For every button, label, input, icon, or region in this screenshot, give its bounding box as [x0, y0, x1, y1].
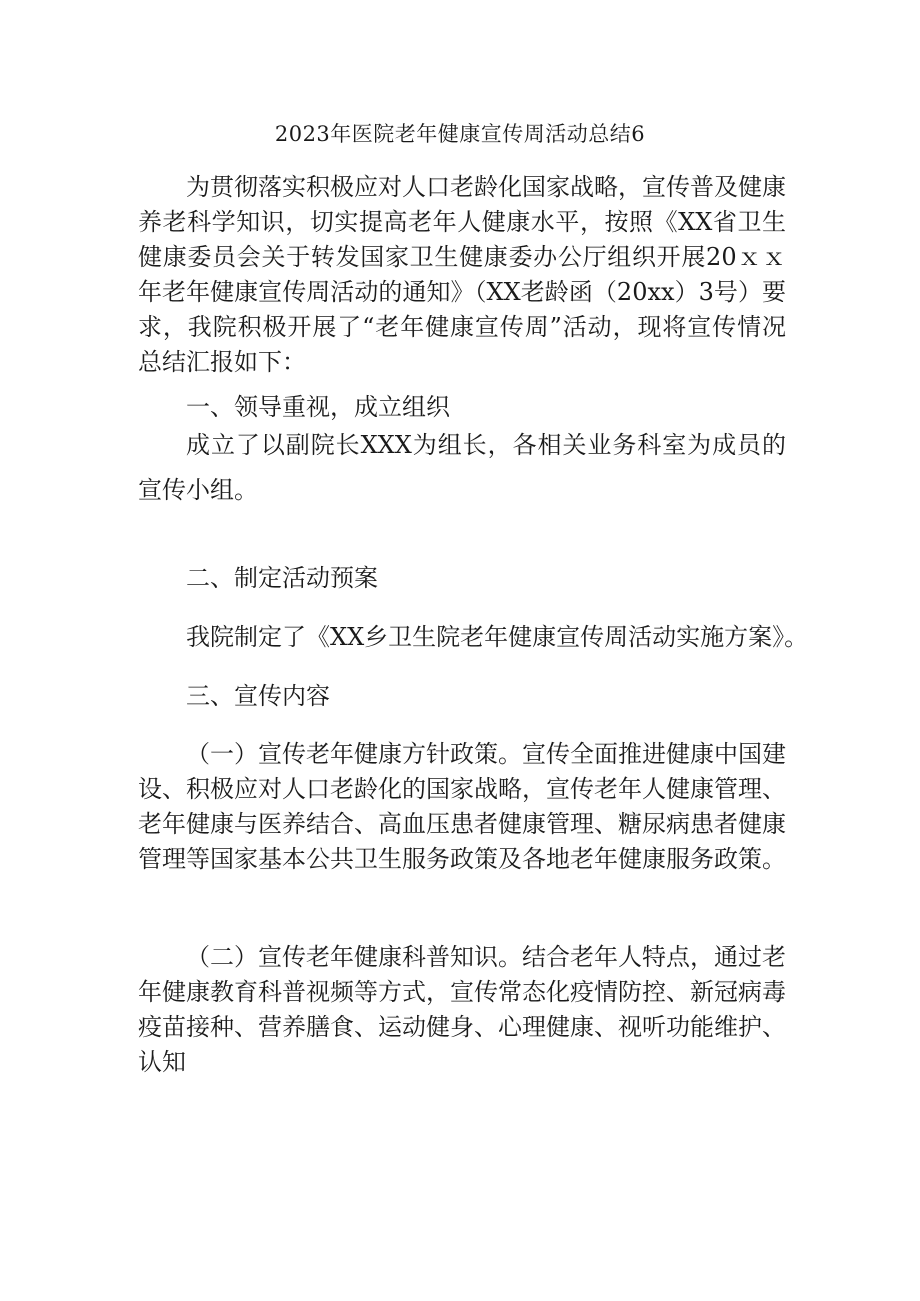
section2-heading: 二、制定活动预案	[186, 564, 378, 592]
section1-body: 成立了以副院长XXX为组长，各相关业务科室为成员的宣传小组。	[138, 431, 786, 504]
section3-item1: （一）宣传老年健康方针政策。宣传全面推进健康中国建设、积极应对人口老龄化的国家战略，宣传老年人健康管理、老年健康与医养结合、高血压患者健康管理、糖尿病患者健康管理等国家基本公共卫生服务政策及各地老年健康服务政策。	[138, 740, 786, 873]
section1-heading: 一、领导重视，成立组织	[186, 393, 450, 421]
document-title: 2023年医院老年健康宣传周活动总结6	[274, 122, 646, 146]
intro-paragraph: 为贯彻落实积极应对人口老龄化国家战略，宣传普及健康养老科学知识，切实提高老年人健康水平，按照《XX省卫生健康委员会关于转发国家卫生健康委办公厅组织开展20ｘｘ年老年健康宣传周活动的通知》（XX老龄函（20xx）3号）要求，我院积极开展了“老年健康宣传周”活动，现将宣传情况总结汇报如下：	[138, 173, 786, 376]
section3-heading: 三、宣传内容	[186, 682, 330, 710]
section3-item2: （二）宣传老年健康科普知识。结合老年人特点，通过老年健康教育科普视频等方式，宣传常态化疫情防控、新冠病毒疫苗接种、营养膳食、运动健身、心理健康、视听功能维护、认知	[138, 943, 786, 1076]
section2-body: 我院制定了《XX乡卫生院老年健康宣传周活动实施方案》。	[186, 623, 809, 651]
